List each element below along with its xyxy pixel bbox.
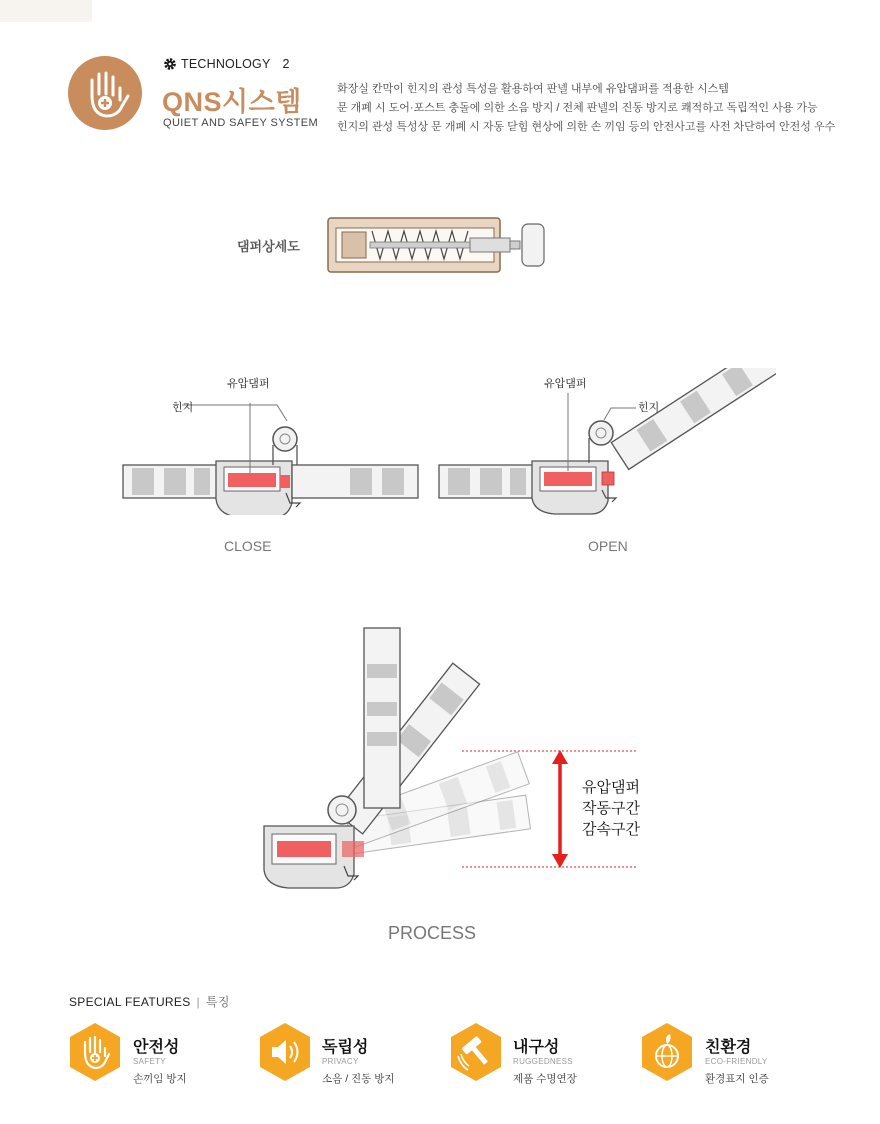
feature-name: 내구성 [513,1039,560,1056]
process-diagram [258,624,642,892]
description-line: 문 개폐 시 도어·포스트 충돌에 의한 소음 방지 / 전체 판넬의 진동 방지로 쾌적하고 독립적인 사용 가능 [337,102,818,114]
technology-label [163,57,290,71]
feature-name: 독립성 [322,1039,369,1056]
open-hinge-label: 힌지 [638,402,660,414]
technology-text: TECHNOLOGY [181,57,271,71]
technology-number: 2 [282,57,290,71]
open-state-label: OPEN [588,538,628,554]
gear-icon [163,57,177,71]
range-label-line: 감속구간 [582,821,640,838]
feature-english: RUGGEDNESS [513,1057,573,1066]
feature-english: SAFETY [133,1057,166,1066]
separator: | [196,995,200,1009]
hammer-icon [449,1022,503,1082]
feature-english: PRIVACY [322,1057,359,1066]
close-hinge-label: 힌지 [172,402,194,414]
globe-leaf-icon [640,1022,694,1082]
range-label-line: 작동구간 [582,800,640,817]
page-title: QNS시스템 [162,87,302,117]
close-diagram [120,395,420,515]
feature-description: 소음 / 진동 방지 [322,1073,395,1085]
corner-decoration [0,0,92,22]
description-line: 화장실 칸막이 힌지의 관성 특성을 활용하여 판넬 내부에 유압댐퍼를 적용한 시스템 [337,83,729,95]
range-label-line: 유압댐퍼 [582,779,640,796]
open-damper-label: 유압댐퍼 [544,378,587,390]
feature-name: 친환경 [705,1039,752,1056]
feature-name: 안전성 [133,1039,180,1056]
close-state-label: CLOSE [224,538,272,554]
feature-description: 환경표지 인증 [705,1073,769,1085]
close-damper-label: 유압댐퍼 [227,378,270,390]
hand-safety-icon [68,56,142,130]
page-subtitle: QUIET AND SAFEY SYSTEM [163,117,319,129]
process-label: PROCESS [388,923,477,943]
damper-detail-drawing [326,214,551,276]
hand-safety-icon [68,1022,122,1082]
description-line: 힌지의 관성 특성상 문 개폐 시 자동 닫힘 현상에 의한 손 끼임 등의 안전사고를 사전 차단하여 안전성 우수 [337,121,836,133]
special-features-text: SPECIAL FEATURES [69,995,191,1009]
open-diagram [436,368,776,518]
feature-description: 손끼임 방지 [133,1073,187,1085]
speaker-icon [258,1022,312,1082]
special-features-kor: 특징 [205,995,230,1009]
damper-detail-label: 댐퍼상세도 [237,239,300,254]
feature-english: ECO-FRIENDLY [705,1057,768,1066]
special-features-title [69,993,230,1010]
feature-description: 제품 수명연장 [513,1073,577,1085]
